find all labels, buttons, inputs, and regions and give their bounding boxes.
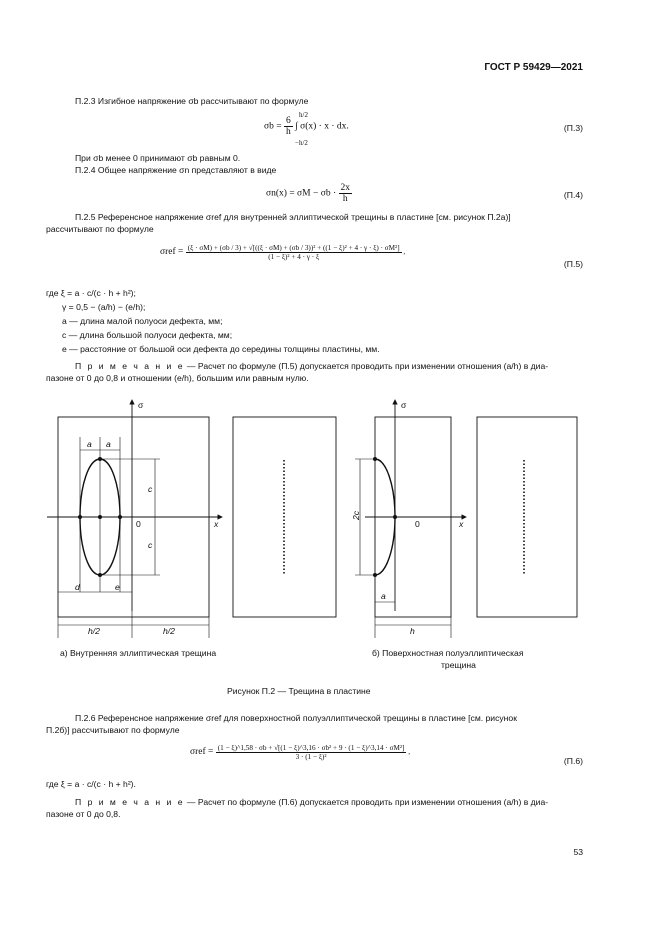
eq-p3-upper-limit: h/2 [299,111,308,119]
paragraph-p24: П.2.4 Общее напряжение σn представляют в виде [75,165,277,175]
left-a1-label: a [87,439,92,449]
left-a2-label: a [106,439,111,449]
note1-text1: — Расчет по формуле (П.5) допускается проводить при изменении отношения (a/h) в диа- [184,361,549,371]
right-a-label: a [381,591,386,601]
definition-xi-2: где ξ = a · c/(c · h + h²). [46,779,136,789]
eq-p6-tag: (П.6) [563,756,583,766]
note1-line1 [75,361,548,372]
eq-p3-tag: (П.3) [563,123,583,133]
eq-p3-den: h [285,127,291,137]
figure-p2 [0,395,661,665]
caption-a: а) Внутренняя эллиптическая трещина [60,648,217,658]
eq-p3-lower-limit: −h/2 [295,139,308,147]
right-x-label: x [459,519,464,529]
eq-p6-lhs: σref = [190,747,216,758]
note1-label: П р и м е ч а н и е [75,361,185,371]
eq-p6-fraction [216,744,407,761]
eq-p3-num: 6 [285,116,291,126]
paragraph-p25-line1: П.2.5 Референсное напряжение σref для внутренней эллиптической трещины в пластине [см. рисунок П.2а)] [75,212,511,222]
equation-p3 [264,116,349,137]
left-c2-label: c [148,540,153,550]
eq-p4-fraction [339,183,353,204]
eq-p3-fraction [284,116,293,137]
left-x-label: x [214,519,219,529]
eq-p4-tag: (П.4) [563,190,583,200]
eq-p5-tag: (П.5) [563,259,583,269]
left-e-label: e [115,582,120,592]
eq-p3-lhs: σb = [264,121,284,132]
right-origin-label: 0 [415,519,420,529]
left-d-label: d [75,582,80,592]
eq-p6-tail: , [408,748,411,757]
document-id: ГОСТ Р 59429—2021 [484,62,583,73]
eq-p6-num: (1 − ξ)^1,58 · σb + √[(1 − ξ)^3,16 · σb² + 9 · (1 − ξ)^3,14 · σM²] [217,744,405,752]
definition-xi: где ξ = a · c/(c · h + h²); [46,288,136,298]
paragraph-p26-line1: П.2.6 Референсное напряжение σref для поверхностной полуэллиптической трещины в пластине [см. рисунок [75,713,517,723]
left-origin-label: 0 [136,519,141,529]
paragraph-p25-line2: рассчитывают по формуле [46,224,154,234]
eq-p5-den: (1 − ξ)² + 4 · γ · ξ [268,253,320,261]
eq-p4-num: 2x [340,183,351,193]
page-number: 53 [573,847,583,857]
caption-b-line2: трещина [441,660,476,670]
definition-a: a — длина малой полуоси дефекта, мм; [62,316,223,326]
definition-gamma: γ = 0,5 − (a/h) − (e/h); [62,302,146,312]
eq-p6-den: 3 · (1 − ξ)² [295,753,327,761]
left-h1-label: h/2 [88,626,100,636]
left-h2-label: h/2 [163,626,175,636]
left-c1-label: c [148,484,153,494]
note2-line1 [75,797,548,808]
note1-line2: пазоне от 0 до 0,8 и отношении (e/h), большим или равным нулю. [46,373,309,383]
paragraph-p23: П.2.3 Изгибное напряжение σb рассчитывают по формуле [75,96,309,106]
eq-p4-den: h [342,194,348,204]
eq-p4-lhs: σn(x) = σM − σb · [266,188,339,199]
eq-p3-body: ∫ σ(x) · x · dx. [295,121,349,132]
note2-line2: пазоне от 0 до 0,8. [46,809,121,819]
note2-text1: — Расчет по формуле (П.6) допускается проводить при изменении отношения (a/h) в диа- [184,797,549,807]
right-h-label: h [410,626,415,636]
eq-p5-tail: , [403,248,406,257]
equation-p5 [160,244,405,261]
equation-p6 [190,744,410,761]
note2-label: П р и м е ч а н и е [75,797,185,807]
eq-p5-fraction [186,244,402,261]
figure-title: Рисунок П.2 — Трещина в пластине [227,686,371,696]
definition-e: e — расстояние от большой оси дефекта до середины толщины пластины, мм. [62,344,380,354]
caption-b-line1: б) Поверхностная полуэллиптическая [372,648,524,658]
definition-c: c — длина большой полуоси дефекта, мм; [62,330,233,340]
eq-p5-num: (ξ · σM) + (σb / 3) + √[((ξ · σM) + (σb / 3))² + ((1 − ξ)² + 4 · γ · ξ) · σM²] [187,244,400,252]
right-2c-label: 2c [351,510,361,520]
equation-p4 [266,183,352,204]
right-sigma-label: σ [401,400,407,410]
left-sigma-label: σ [138,400,144,410]
eq-p5-lhs: σref = [160,247,186,258]
paragraph-if-b: При σb менее 0 принимают σb равным 0. [75,153,241,163]
right-plate-side [477,417,577,617]
paragraph-p26-line2: П.2б)] рассчитывают по формуле [46,725,180,735]
